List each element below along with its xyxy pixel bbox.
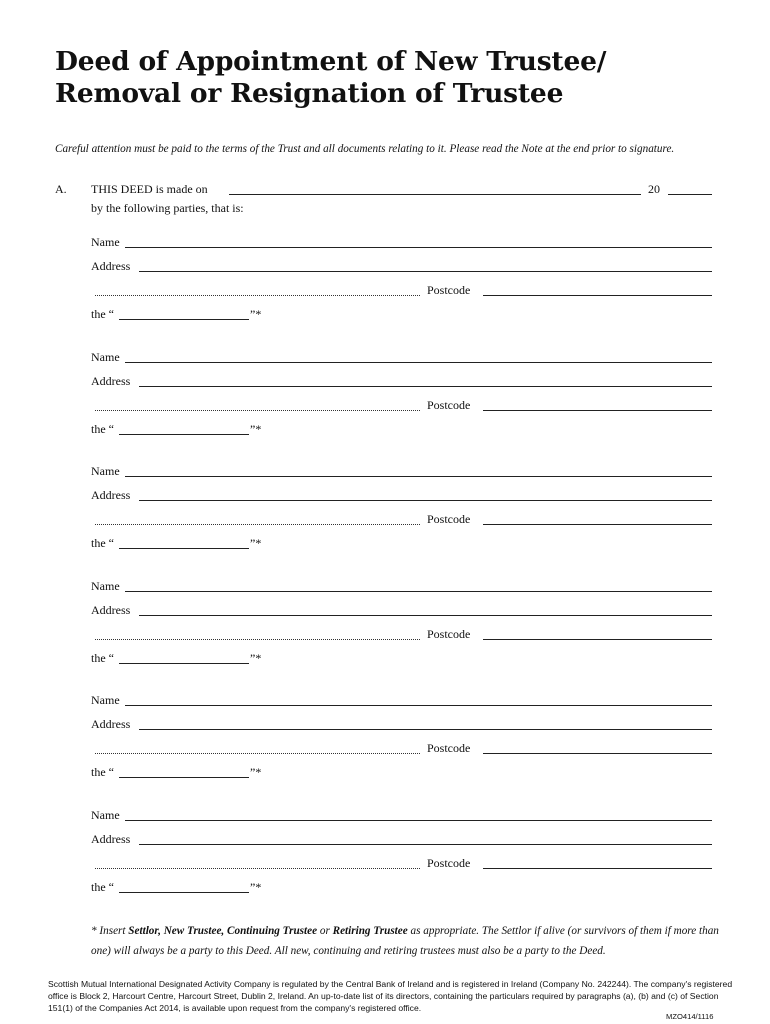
- role-prefix-label: the “: [91, 307, 114, 321]
- postcode-label: Postcode: [427, 397, 471, 412]
- party-address-field[interactable]: [139, 386, 712, 387]
- party-address-field[interactable]: [139, 615, 712, 616]
- postcode-label: Postcode: [427, 626, 471, 641]
- role-prefix-label: the “: [91, 421, 114, 436]
- title-line-2: Removal or Resignation of Trustee: [55, 78, 564, 109]
- postcode-label: Postcode: [427, 856, 471, 870]
- party-postcode-field[interactable]: [483, 639, 712, 640]
- party-name-field[interactable]: [125, 247, 712, 248]
- party-role-field[interactable]: [119, 663, 249, 664]
- year-prefix-label: 20: [648, 182, 660, 196]
- party-role-field[interactable]: [119, 777, 249, 778]
- party-role-field[interactable]: [119, 319, 249, 320]
- postcode-label: Postcode: [427, 283, 471, 297]
- postcode-label: Postcode: [427, 741, 471, 756]
- address-label: Address: [91, 832, 131, 846]
- role-suffix-label: ”*: [250, 536, 262, 551]
- role-prefix-label: the “: [91, 650, 114, 665]
- party-address-line2-field[interactable]: [95, 295, 420, 296]
- party-postcode-field[interactable]: [483, 753, 712, 754]
- footnote-roles: Settlor, New Trustee, Continuing Trustee: [128, 925, 318, 937]
- party-address-field[interactable]: [139, 500, 712, 501]
- caution-note: Careful attention must be paid to the terms of the Trust and all documents relating to it. Please read the Note at the end prior to signature.: [55, 143, 675, 155]
- document-title: [55, 46, 735, 110]
- address-label: Address: [91, 259, 131, 273]
- role-suffix-label: ”*: [250, 880, 262, 894]
- role-prefix-label: the “: [91, 880, 114, 894]
- name-label: Name: [91, 349, 120, 364]
- party-postcode-field[interactable]: [483, 868, 712, 869]
- party-address-line2-field[interactable]: [95, 868, 420, 869]
- party-role-field[interactable]: [119, 548, 249, 549]
- role-footnote: [91, 921, 731, 961]
- parties-intro: by the following parties, that is:: [91, 201, 244, 215]
- party-address-line2-field[interactable]: [95, 639, 420, 640]
- address-label: Address: [91, 717, 131, 732]
- party-role-field[interactable]: [119, 434, 249, 435]
- deed-made-on-label: THIS DEED is made on: [91, 182, 208, 196]
- role-prefix-label: the “: [91, 536, 114, 551]
- party-postcode-field[interactable]: [483, 410, 712, 411]
- name-label: Name: [91, 693, 120, 708]
- address-label: Address: [91, 488, 131, 503]
- party-address-field[interactable]: [139, 844, 712, 845]
- postcode-label: Postcode: [427, 512, 471, 527]
- name-label: Name: [91, 235, 120, 249]
- name-label: Name: [91, 578, 120, 593]
- footnote-insert: * Insert: [91, 925, 126, 937]
- footnote-rest: as appropriate. The Settlor if alive (or survivors of them if more than one) will always be a party to this Deed. All new, continuing and retiring trustees must also be a party to the Deed.: [91, 925, 719, 957]
- party-address-line2-field[interactable]: [95, 753, 420, 754]
- regulatory-footer: Scottish Mutual International Designated Activity Company is regulated by the Central Bank of Ireland and is registered in Ireland (Company No. 242244). The company's registered office is Block 2, Harcourt Centre, Harcourt Street, Dublin 2, Ireland. An up-to-date list of its directors, containing the particulars required by paragraphs (a), (b) and (c) of Section 151(1) of the Companies Act 2014, is available upon request from the company's registered office.: [48, 979, 733, 1013]
- party-address-field[interactable]: [139, 271, 712, 272]
- role-prefix-label: the “: [91, 765, 114, 780]
- party-name-field[interactable]: [125, 476, 712, 477]
- party-name-field[interactable]: [125, 591, 712, 592]
- section-letter: A.: [55, 182, 67, 196]
- deed-date-field[interactable]: [229, 194, 641, 195]
- party-name-field[interactable]: [125, 705, 712, 706]
- name-label: Name: [91, 808, 120, 822]
- party-name-field[interactable]: [125, 362, 712, 363]
- role-suffix-label: ”*: [250, 650, 262, 665]
- address-label: Address: [91, 602, 131, 617]
- footnote-or: or: [319, 925, 330, 937]
- role-suffix-label: ”*: [250, 307, 262, 321]
- address-label: Address: [91, 373, 131, 388]
- party-address-field[interactable]: [139, 729, 712, 730]
- party-postcode-field[interactable]: [483, 524, 712, 525]
- role-suffix-label: ”*: [250, 421, 262, 436]
- footnote-retiring: Retiring Trustee: [332, 925, 408, 937]
- name-label: Name: [91, 464, 120, 479]
- party-postcode-field[interactable]: [483, 295, 712, 296]
- party-address-line2-field[interactable]: [95, 524, 420, 525]
- form-code: MZO414/1116: [666, 1012, 714, 1021]
- deed-year-field[interactable]: [668, 194, 712, 195]
- role-suffix-label: ”*: [250, 765, 262, 780]
- party-address-line2-field[interactable]: [95, 410, 420, 411]
- party-name-field[interactable]: [125, 820, 712, 821]
- party-role-field[interactable]: [119, 892, 249, 893]
- title-line-1: Deed of Appointment of New Trustee/: [55, 46, 607, 77]
